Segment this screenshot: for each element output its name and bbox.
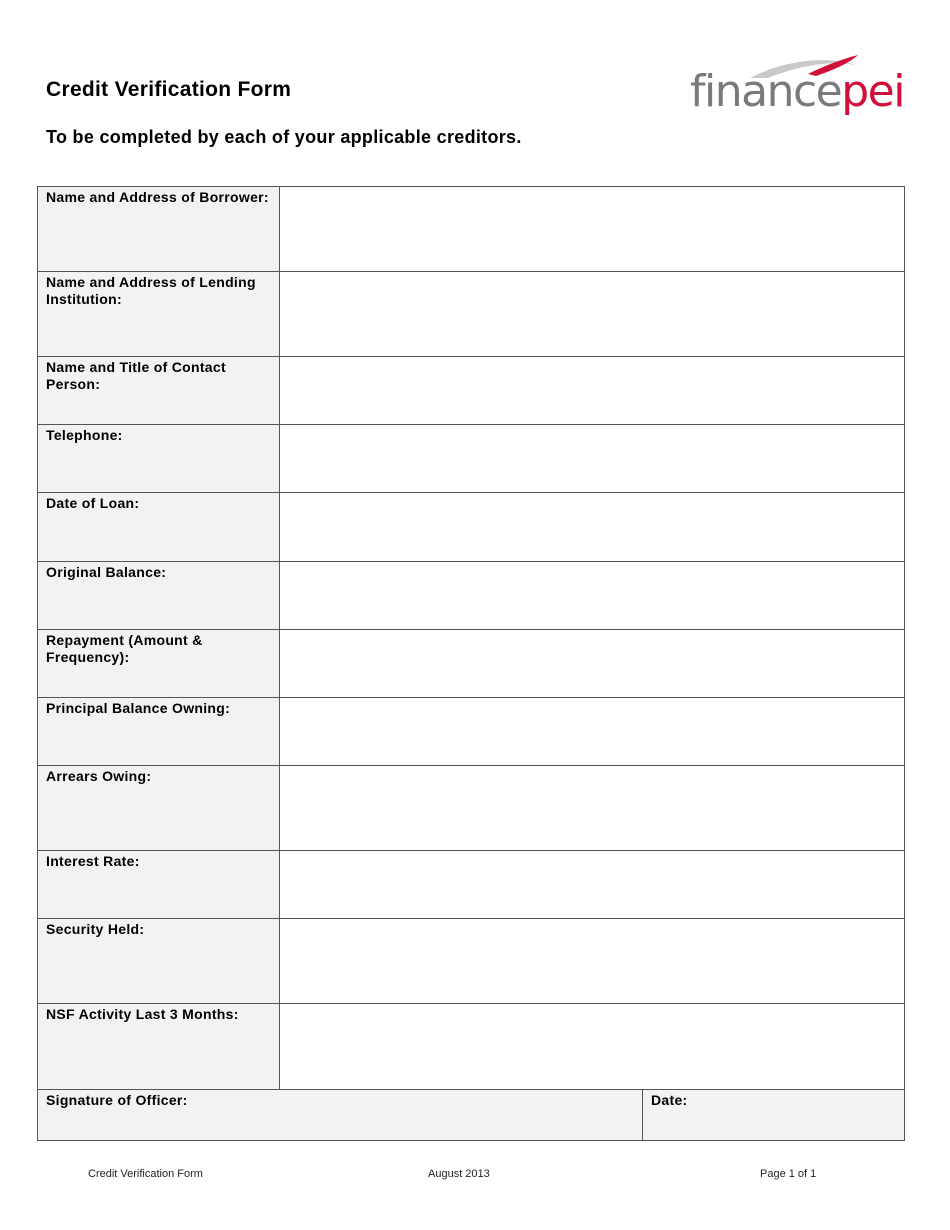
form-row: [38, 272, 905, 357]
date-of-loan-field[interactable]: [280, 493, 905, 562]
interest-rate-label: Interest Rate:: [38, 851, 280, 919]
signature-label: Signature of Officer:: [46, 1092, 188, 1108]
nsf-activity-field[interactable]: [280, 1004, 905, 1090]
security-held-label: Security Held:: [38, 919, 280, 1004]
form-row: [38, 562, 905, 630]
credit-verification-table: [37, 186, 905, 1141]
arrears-owing-field[interactable]: [280, 766, 905, 851]
logo-text-main: finance: [690, 66, 842, 117]
principal-balance-field[interactable]: [280, 698, 905, 766]
repayment-field[interactable]: [280, 630, 905, 698]
arrears-owing-label: Arrears Owing:: [38, 766, 280, 851]
form-row: [38, 357, 905, 425]
form-row: [38, 1004, 905, 1090]
signature-of-officer-field[interactable]: [38, 1090, 643, 1141]
footer-date: August 2013: [428, 1168, 490, 1180]
form-row: [38, 493, 905, 562]
form-subtitle: To be completed by each of your applicable creditors.: [46, 127, 522, 147]
repayment-label: Repayment (Amount & Frequency):: [38, 630, 280, 698]
contact-person-label: Name and Title of Contact Person:: [38, 357, 280, 425]
principal-balance-label: Principal Balance Owning:: [38, 698, 280, 766]
footer-page-number: Page 1 of 1: [760, 1168, 817, 1180]
footer-form-name: Credit Verification Form: [88, 1168, 203, 1180]
form-row: [38, 919, 905, 1004]
form-row: [38, 698, 905, 766]
original-balance-label: Original Balance:: [38, 562, 280, 630]
signature-date-field[interactable]: [643, 1090, 905, 1141]
contact-person-field[interactable]: [280, 357, 905, 425]
security-held-field[interactable]: [280, 919, 905, 1004]
lending-institution-field[interactable]: [280, 272, 905, 357]
form-title: Credit Verification Form: [46, 78, 292, 101]
date-label: Date:: [651, 1092, 688, 1108]
form-row: [38, 766, 905, 851]
form-row: [38, 187, 905, 272]
financepei-logo: [688, 50, 908, 125]
telephone-label: Telephone:: [38, 425, 280, 493]
form-row: [38, 851, 905, 919]
date-of-loan-label: Date of Loan:: [38, 493, 280, 562]
borrower-label: Name and Address of Borrower:: [38, 187, 280, 272]
interest-rate-field[interactable]: [280, 851, 905, 919]
borrower-field[interactable]: [280, 187, 905, 272]
nsf-activity-label: NSF Activity Last 3 Months:: [38, 1004, 280, 1090]
lending-institution-label: Name and Address of Lending Institution:: [38, 272, 280, 357]
telephone-field[interactable]: [280, 425, 905, 493]
svg-text:financepei: [690, 66, 904, 117]
logo-text-accent: pei: [841, 66, 904, 117]
form-row: [38, 425, 905, 493]
form-row: [38, 630, 905, 698]
original-balance-field[interactable]: [280, 562, 905, 630]
signature-row: [38, 1090, 905, 1141]
